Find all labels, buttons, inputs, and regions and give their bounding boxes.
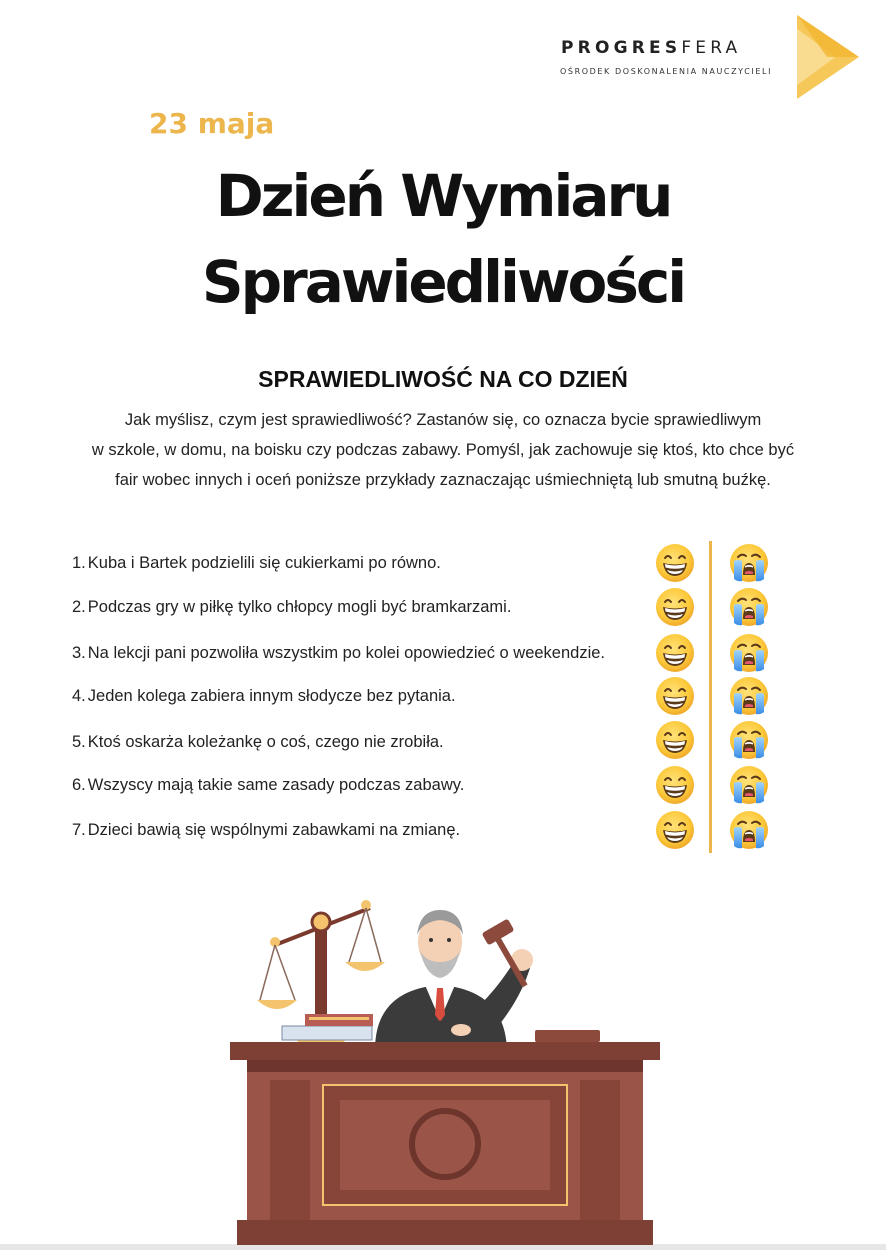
loudly-crying-face-icon[interactable] [729,633,769,673]
intro-line: Jak myślisz, czym jest sprawiedliwość? Zastanów się, co oznacza bycie sprawiedliwym [124,411,762,429]
item-number: 7. [72,821,86,839]
loudly-crying-face-icon[interactable] [729,676,769,716]
item-text: Kuba i Bartek podzielili się cukierkami po równo. [87,554,441,572]
logo-brand-light: FERA [681,38,742,58]
list-item [72,644,605,663]
intro-line: w szkole, w domu, na boisku czy podczas zabawy. Pomyśl, jak zachowuje się ktoś, kto chce być [91,441,795,459]
page-title-line1: Dzień Wymiaru [215,162,671,230]
item-text: Ktoś oskarża koleżankę o coś, czego nie zrobiła. [87,733,444,751]
judge-desk [230,1042,660,1245]
list-item [72,733,444,752]
books-icon [282,1014,373,1040]
grinning-face-icon[interactable] [655,765,695,805]
list-item [72,598,511,617]
loudly-crying-face-icon[interactable] [729,720,769,760]
grinning-face-icon[interactable] [655,543,695,583]
loudly-crying-face-icon[interactable] [729,543,769,583]
judge-illustration [225,890,665,1245]
item-text: Jeden kolega zabiera innym słodycze bez pytania. [87,687,456,705]
item-number: 5. [72,733,86,751]
item-text: Podczas gry w piłkę tylko chłopcy mogli być bramkarzami. [87,598,512,616]
list-item [72,687,456,706]
item-text: Wszyscy mają takie same zasady podczas zabawy. [87,776,465,794]
logo-wordmark [561,38,741,58]
item-number: 4. [72,687,86,705]
grinning-face-icon[interactable] [655,633,695,673]
intro-line: fair wobec innych i oceń poniższe przykłady zaznaczając uśmiechniętą lub smutną buźkę. [115,471,771,489]
logo-arrow-icon [797,15,859,99]
logo-subtitle: OŚRODEK DOSKONALENIA NAUCZYCIELI [560,67,773,76]
loudly-crying-face-icon[interactable] [729,765,769,805]
emoji-column-divider [709,541,712,853]
logo-brand-bold: PROGRES [561,38,682,58]
item-number: 6. [72,776,86,794]
item-number: 3. [72,644,86,662]
grinning-face-icon[interactable] [655,720,695,760]
grinning-face-icon[interactable] [655,587,695,627]
section-heading: SPRAWIEDLIWOŚĆ NA CO DZIEŃ [258,366,628,392]
intro-paragraph [90,405,796,495]
grinning-face-icon[interactable] [655,676,695,716]
list-item [72,776,464,795]
list-item [72,554,441,573]
list-item [72,821,460,840]
item-number: 2. [72,598,86,616]
page-title-line2: Sprawiedliwości [201,248,685,316]
loudly-crying-face-icon[interactable] [729,810,769,850]
event-date: 23 maja [149,107,275,140]
loudly-crying-face-icon[interactable] [729,587,769,627]
item-number: 1. [72,554,86,572]
grinning-face-icon[interactable] [655,810,695,850]
item-text: Na lekcji pani pozwoliła wszystkim po kolei opowiedzieć o weekendzie. [87,644,606,662]
item-text: Dzieci bawią się wspólnymi zabawkami na zmianę. [87,821,461,839]
